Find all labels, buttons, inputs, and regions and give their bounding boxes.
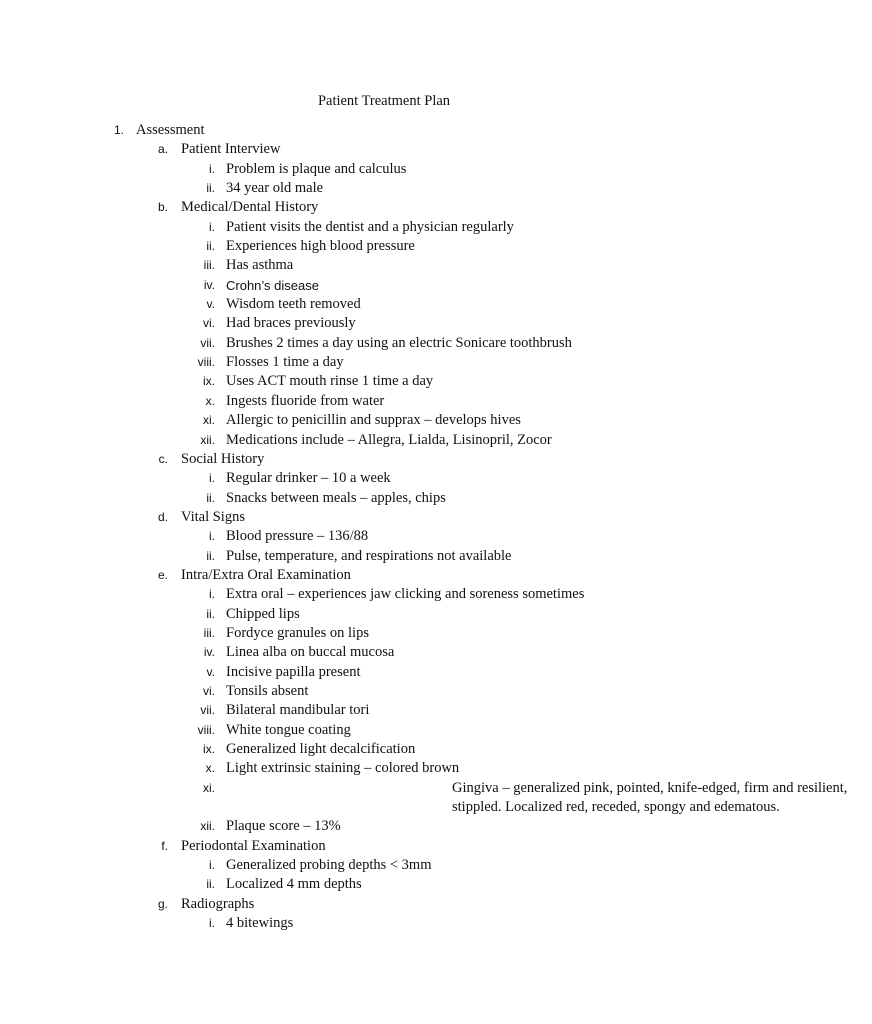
list-text: Blood pressure – 136/88	[226, 528, 369, 545]
list-text: 34 year old male	[226, 180, 324, 197]
list-item	[0, 701, 768, 720]
list-item	[0, 372, 768, 391]
list-marker: b.	[157, 200, 168, 215]
subsection-heading	[0, 895, 768, 914]
list-text: Wisdom teeth removed	[226, 296, 361, 313]
list-text: Fordyce granules on lips	[226, 624, 369, 641]
list-marker: iv.	[203, 277, 215, 292]
list-marker: xii.	[200, 432, 215, 447]
subsection-heading	[0, 198, 768, 217]
list-marker: e.	[157, 567, 168, 582]
list-marker: f.	[161, 838, 168, 853]
list-text: Assessment	[136, 122, 205, 138]
list-marker: ii.	[206, 239, 215, 254]
list-marker: v.	[206, 297, 215, 312]
list-text: Had braces previously	[226, 315, 356, 332]
list-text: Has asthma	[226, 257, 294, 274]
list-item	[0, 721, 768, 740]
list-item	[0, 643, 768, 662]
list-item	[0, 527, 768, 546]
list-text: Patient visits the dentist and a physician regularly	[226, 218, 514, 235]
list-marker: a.	[157, 142, 168, 157]
list-marker: iv.	[203, 645, 215, 660]
list-text: Crohn’s disease	[226, 277, 319, 293]
list-text: Regular drinker – 10 a week	[226, 470, 391, 487]
list-marker: iii.	[203, 258, 215, 273]
list-item	[0, 431, 768, 450]
list-item	[0, 682, 768, 701]
outline-list	[0, 121, 848, 933]
list-text: Bilateral mandibular tori	[226, 702, 370, 719]
list-text: Intra/Extra Oral Examination	[181, 566, 351, 583]
list-text: Uses ACT mouth rinse 1 time a day	[226, 373, 434, 390]
list-text: Ingests fluoride from water	[226, 392, 385, 409]
list-marker: d.	[157, 509, 168, 524]
list-text: Plaque score – 13%	[226, 818, 341, 835]
list-marker: xii.	[200, 819, 215, 834]
list-text: Medications include – Allegra, Lialda, Lisinopril, Zocor	[226, 431, 552, 448]
list-text: Allergic to penicillin and supprax – develops hives	[226, 412, 521, 429]
list-item	[0, 218, 768, 237]
list-text: Brushes 2 times a day using an electric Sonicare toothbrush	[226, 334, 572, 351]
page-title: Patient Treatment Plan	[317, 93, 451, 109]
list-item	[0, 875, 768, 894]
list-marker: xi.	[203, 780, 215, 795]
list-item	[0, 759, 768, 778]
list-item	[0, 547, 768, 566]
list-text: Generalized probing depths < 3mm	[226, 857, 432, 874]
list-item	[0, 353, 768, 372]
list-marker: ii.	[206, 181, 215, 196]
list-text: Generalized light decalcification	[226, 741, 416, 757]
list-marker: i.	[209, 529, 215, 544]
list-item	[0, 817, 768, 836]
list-item	[0, 489, 768, 508]
list-text: 4 bitewings	[226, 915, 294, 932]
list-text: Snacks between meals – apples, chips	[226, 489, 446, 506]
list-marker: i.	[209, 219, 215, 234]
list-text: Linea alba on buccal mucosa	[226, 644, 395, 661]
list-text: Patient Interview	[181, 141, 281, 158]
list-marker: i.	[209, 161, 215, 176]
list-item	[0, 779, 848, 818]
list-text: Vital Signs	[181, 508, 245, 525]
list-marker: ix.	[203, 742, 215, 756]
list-text: Medical/Dental History	[181, 199, 319, 216]
list-text: Localized 4 mm depths	[226, 876, 362, 893]
subsection-heading	[0, 450, 768, 469]
list-item	[0, 179, 768, 198]
list-marker: c.	[158, 451, 168, 466]
list-marker: x.	[205, 761, 215, 776]
list-text: Social History	[181, 450, 265, 467]
list-item	[0, 237, 768, 256]
list-marker: g.	[157, 896, 168, 911]
list-item	[0, 160, 768, 179]
list-item	[0, 411, 768, 430]
list-marker: v.	[206, 664, 215, 679]
list-item	[0, 624, 768, 643]
section-heading	[0, 121, 768, 140]
list-marker: ix.	[203, 374, 215, 389]
list-item	[0, 314, 768, 333]
list-marker: vii.	[200, 335, 215, 350]
list-item	[0, 469, 768, 488]
list-marker: x.	[205, 393, 215, 408]
list-item	[0, 256, 768, 275]
subsection-heading	[0, 140, 768, 159]
list-text: Experiences high blood pressure	[226, 238, 415, 255]
list-marker: viii.	[197, 355, 215, 370]
list-marker: i.	[209, 916, 215, 931]
list-item	[0, 295, 768, 314]
list-marker: iii.	[203, 625, 215, 640]
subsection-heading	[0, 508, 768, 527]
list-item	[0, 392, 768, 411]
list-text: Problem is plaque and calculus	[226, 160, 407, 177]
list-text: Extra oral – experiences jaw clicking and soreness sometimes	[226, 586, 585, 603]
list-marker: ii.	[206, 606, 215, 621]
list-marker: i.	[209, 858, 215, 873]
list-item	[0, 334, 768, 353]
list-text: Chipped lips	[226, 605, 300, 622]
list-marker: xi.	[203, 413, 215, 428]
list-text: Pulse, temperature, and respirations not available	[226, 547, 512, 564]
list-text: Flosses 1 time a day	[226, 354, 344, 371]
list-marker: i.	[209, 587, 215, 602]
subsection-heading	[0, 566, 768, 585]
list-item	[0, 914, 768, 933]
list-marker: 1.	[113, 123, 124, 137]
list-marker: ii.	[206, 877, 215, 892]
list-text: Radiographs	[181, 895, 255, 912]
list-text: Gingiva – generalized pink, pointed, knife-edged, firm and resilient, stippled. Localized red, receded, spongy and edematous.	[452, 779, 848, 816]
list-item	[0, 276, 768, 295]
list-text: Light extrinsic staining – colored brown	[226, 760, 460, 777]
list-marker: vii.	[200, 703, 215, 718]
list-text: White tongue coating	[226, 721, 351, 738]
list-marker: vi.	[203, 683, 215, 698]
list-text: Periodontal Examination	[181, 837, 326, 854]
list-item	[0, 856, 768, 875]
list-item	[0, 740, 768, 759]
list-item	[0, 663, 768, 682]
subsection-heading	[0, 837, 768, 856]
list-marker: ii.	[206, 490, 215, 505]
list-text: Tonsils absent	[226, 682, 309, 699]
list-marker: viii.	[197, 722, 215, 737]
list-text: Incisive papilla present	[226, 663, 361, 680]
list-marker: vi.	[203, 316, 215, 331]
list-item	[0, 605, 768, 624]
list-marker: ii.	[206, 548, 215, 563]
list-marker: i.	[209, 471, 215, 486]
list-item	[0, 585, 768, 604]
